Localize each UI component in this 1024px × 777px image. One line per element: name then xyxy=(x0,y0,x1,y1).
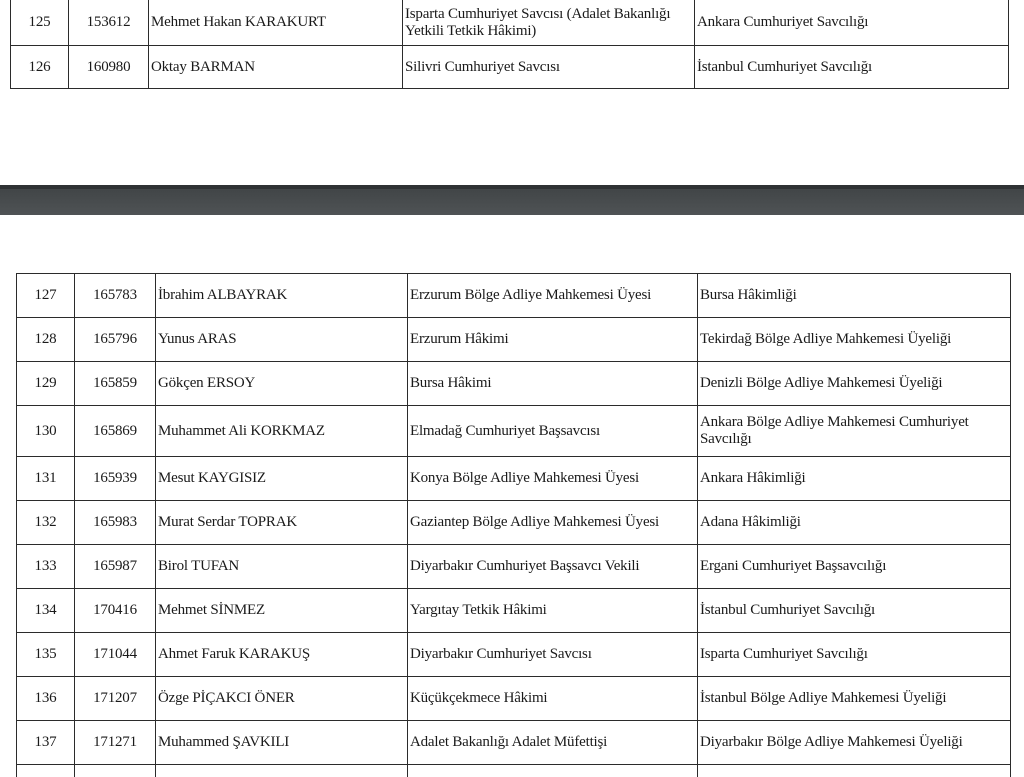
row-number: 132 xyxy=(17,501,75,545)
new-position: İstanbul Bölge Adliye Mahkemesi Üyeliği xyxy=(698,677,1011,721)
current-position: Erzurum Bölge Adliye Mahkemesi Üyesi xyxy=(408,274,698,318)
registry-number: 170416 xyxy=(75,589,156,633)
new-position: Isparta Cumhuriyet Savcılığı xyxy=(698,633,1011,677)
new-position: Ankara Bölge Adliye Mahkemesi Cumhuriyet Savcılığı xyxy=(698,406,1011,457)
current-position: Küçükçekmece Hâkimi xyxy=(408,677,698,721)
registry-number: 153612 xyxy=(69,0,149,46)
new-position: Ankara Hâkimliği xyxy=(698,457,1011,501)
person-name: Mehmet Hakan KARAKURT xyxy=(149,0,403,46)
row-number: 125 xyxy=(11,0,69,46)
row-number: 134 xyxy=(17,589,75,633)
registry-number: 165987 xyxy=(75,545,156,589)
registry-number: 165796 xyxy=(75,318,156,362)
table-row xyxy=(17,501,1011,545)
table-row xyxy=(17,457,1011,501)
table-row xyxy=(11,46,1009,89)
new-position: Bursa Hâkimliği xyxy=(698,274,1011,318)
registry-number: 171207 xyxy=(75,677,156,721)
registry-number: 171044 xyxy=(75,633,156,677)
table-row xyxy=(17,545,1011,589)
table-row xyxy=(17,633,1011,677)
new-position: Ankara Cumhuriyet Savcılığı xyxy=(695,0,1009,46)
person-name: Mehmet SİNMEZ xyxy=(156,589,408,633)
current-position: Erzurum Hâkimi xyxy=(408,318,698,362)
row-number: 129 xyxy=(17,362,75,406)
current-position: Diyarbakır Cumhuriyet Savcısı xyxy=(408,633,698,677)
new-position: İstanbul Cumhuriyet Savcılığı xyxy=(698,589,1011,633)
registry-number: 171271 xyxy=(75,721,156,765)
row-number: 130 xyxy=(17,406,75,457)
row-number: 131 xyxy=(17,457,75,501)
person-name: Oktay BARMAN xyxy=(149,46,403,89)
registry-number: 165869 xyxy=(75,406,156,457)
table-row xyxy=(17,274,1011,318)
new-position: İstanbul Cumhuriyet Savcılığı xyxy=(695,46,1009,89)
current-position: Diyarbakır Cumhuriyet Başsavcı Vekili xyxy=(408,545,698,589)
table-row xyxy=(17,677,1011,721)
current-position: Konya Bölge Adliye Mahkemesi Üyesi xyxy=(408,457,698,501)
row-number: 133 xyxy=(17,545,75,589)
page-separator xyxy=(0,185,1024,215)
person-name: Yunus ARAS xyxy=(156,318,408,362)
person-name: Özge PİÇAKCI ÖNER xyxy=(156,677,408,721)
registry-number: 165939 xyxy=(75,457,156,501)
new-position: Ergani Cumhuriyet Başsavcılığı xyxy=(698,545,1011,589)
current-position: Bursa Hâkimi xyxy=(408,362,698,406)
table-row xyxy=(11,0,1009,46)
row-number: 126 xyxy=(11,46,69,89)
row-number: 128 xyxy=(17,318,75,362)
new-position: Tekirdağ Bölge Adliye Mahkemesi Üyeliği xyxy=(698,318,1011,362)
person-name: Gökçen ERSOY xyxy=(156,362,408,406)
current-position: Adalet Bakanlığı Adalet Müfettişi xyxy=(408,721,698,765)
person-name: İbrahim ALBAYRAK xyxy=(156,274,408,318)
table-row xyxy=(17,318,1011,362)
person-name: Muhammed ŞAVKILI xyxy=(156,721,408,765)
table-row xyxy=(17,406,1011,457)
row-number: 127 xyxy=(17,274,75,318)
registry-number: 165983 xyxy=(75,501,156,545)
registry-number: 165783 xyxy=(75,274,156,318)
new-position: Diyarbakır Bölge Adliye Mahkemesi Üyeliği xyxy=(698,721,1011,765)
current-position: Isparta Cumhuriyet Savcısı (Adalet Bakanlığı Yetkili Tetkik Hâkimi) xyxy=(403,0,695,46)
row-number: 136 xyxy=(17,677,75,721)
registry-number: 160980 xyxy=(69,46,149,89)
table-row xyxy=(17,362,1011,406)
appointment-table xyxy=(16,273,1011,777)
person-name: Mesut KAYGISIZ xyxy=(156,457,408,501)
current-position: Yargıtay Tetkik Hâkimi xyxy=(408,589,698,633)
person-name: Muhammet Ali KORKMAZ xyxy=(156,406,408,457)
person-name: Ahmet Faruk KARAKUŞ xyxy=(156,633,408,677)
registry-number: 165859 xyxy=(75,362,156,406)
current-position: Silivri Cumhuriyet Savcısı xyxy=(403,46,695,89)
new-position: Adana Hâkimliği xyxy=(698,501,1011,545)
table-row xyxy=(17,721,1011,765)
table-row-continuation xyxy=(17,765,1011,777)
appointment-table-previous-page xyxy=(10,0,1009,89)
person-name: Birol TUFAN xyxy=(156,545,408,589)
row-number: 135 xyxy=(17,633,75,677)
table-row xyxy=(17,589,1011,633)
current-position: Gaziantep Bölge Adliye Mahkemesi Üyesi xyxy=(408,501,698,545)
new-position: Denizli Bölge Adliye Mahkemesi Üyeliği xyxy=(698,362,1011,406)
row-number: 137 xyxy=(17,721,75,765)
person-name: Murat Serdar TOPRAK xyxy=(156,501,408,545)
current-position: Elmadağ Cumhuriyet Başsavcısı xyxy=(408,406,698,457)
